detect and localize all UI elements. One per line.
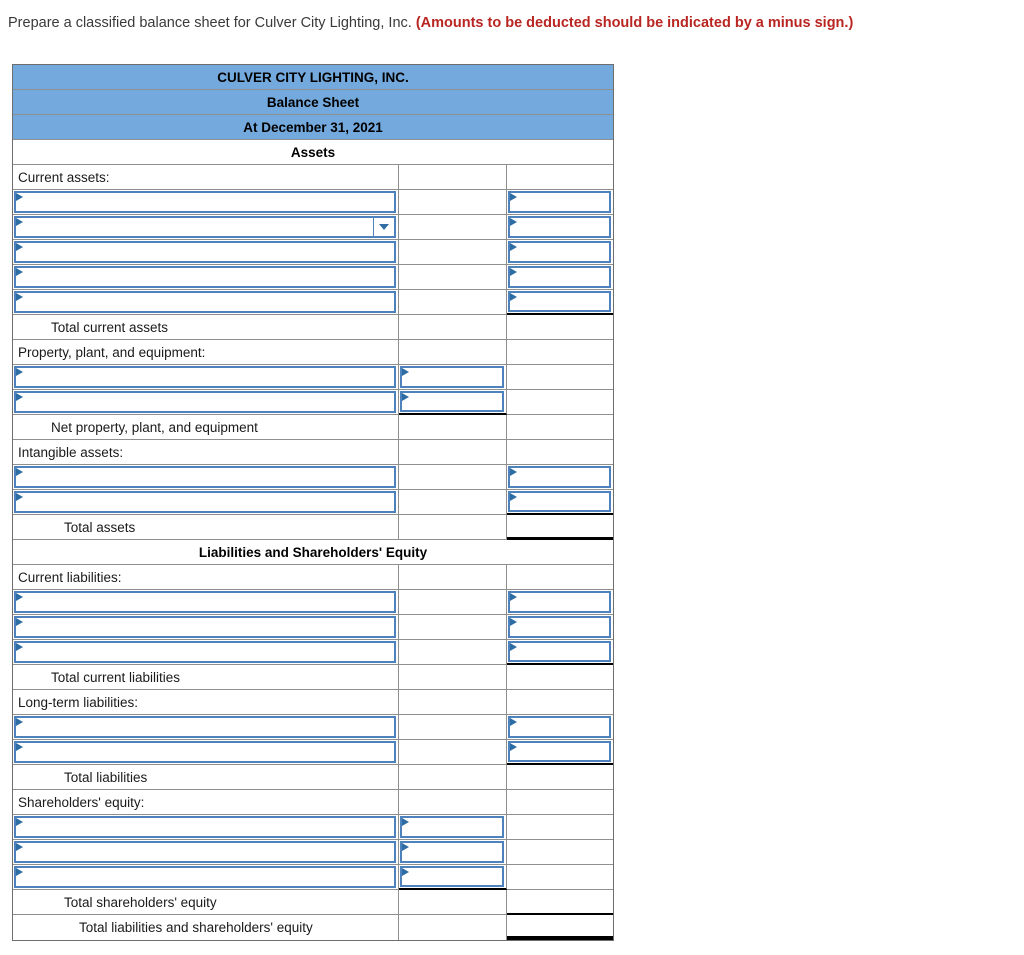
amount-cell — [507, 590, 613, 615]
account-input-box — [14, 241, 396, 263]
amount-cell-underlined — [507, 640, 613, 665]
input-marker-icon — [16, 718, 23, 726]
input-marker-icon — [16, 593, 23, 601]
account-input[interactable] — [16, 643, 394, 661]
amount-cell — [507, 240, 613, 265]
account-cell — [13, 590, 399, 615]
amount-cell — [399, 490, 507, 515]
statement-date: At December 31, 2021 — [13, 115, 613, 140]
amount-cell — [399, 315, 507, 340]
total-liabilities-and-equity-row — [13, 915, 613, 940]
amount-cell — [399, 265, 507, 290]
input-marker-icon — [16, 493, 23, 501]
input-marker-icon — [16, 218, 23, 226]
account-input-box — [14, 491, 396, 513]
total-shareholders-equity-row — [13, 890, 613, 915]
assets-header: Assets — [13, 140, 613, 165]
intangible-input-row — [13, 490, 613, 515]
amount-input[interactable] — [402, 393, 502, 410]
account-input-box — [14, 391, 396, 413]
amount-cell — [399, 765, 507, 790]
amount-cell — [399, 740, 507, 765]
shareholders-equity-label: Shareholders' equity: — [13, 790, 399, 815]
account-input[interactable] — [16, 368, 394, 386]
amount-cell-underlined — [507, 290, 613, 315]
amount-input-box — [508, 491, 611, 512]
input-marker-icon — [16, 618, 23, 626]
account-cell — [13, 815, 399, 840]
account-input-box — [14, 616, 396, 638]
input-marker-icon — [510, 468, 517, 476]
account-input[interactable] — [16, 593, 394, 611]
account-input-box — [14, 366, 396, 388]
amount-input[interactable] — [510, 193, 609, 211]
amount-cell — [507, 765, 613, 790]
amount-cell — [507, 840, 613, 865]
amount-input-box — [400, 391, 504, 412]
account-cell — [13, 615, 399, 640]
statement-title: Balance Sheet — [13, 90, 613, 115]
amount-cell — [399, 290, 507, 315]
equity-input-row — [13, 840, 613, 865]
account-input[interactable] — [16, 493, 394, 511]
instruction-warning: (Amounts to be deducted should be indicated by a minus sign.) — [415, 15, 854, 31]
input-marker-icon — [16, 818, 23, 826]
total-shareholders-equity-label: Total shareholders' equity — [13, 890, 399, 915]
amount-cell — [399, 790, 507, 815]
amount-input[interactable] — [510, 268, 609, 286]
amount-cell-underlined — [507, 490, 613, 515]
long-term-liabilities-label: Long-term liabilities: — [13, 690, 399, 715]
amount-cell — [399, 365, 507, 390]
amount-cell — [507, 390, 613, 415]
account-dropdown-box — [14, 216, 396, 238]
amount-input-box — [508, 466, 611, 488]
input-marker-icon — [510, 743, 517, 751]
amount-cell — [507, 265, 613, 290]
statement-title-row — [13, 90, 613, 115]
amount-cell — [399, 915, 507, 940]
amount-input-box — [508, 216, 611, 238]
amount-cell — [507, 365, 613, 390]
current-liabilities-label-row — [13, 565, 613, 590]
amount-cell — [399, 190, 507, 215]
amount-cell — [507, 815, 613, 840]
equity-input-row — [13, 865, 613, 890]
amount-cell — [507, 465, 613, 490]
equity-input-row — [13, 815, 613, 840]
amount-input-box — [508, 291, 611, 312]
input-marker-icon — [16, 393, 23, 401]
intangible-assets-label: Intangible assets: — [13, 440, 399, 465]
input-marker-icon — [16, 468, 23, 476]
current-asset-input-row — [13, 265, 613, 290]
amount-input-box — [508, 741, 611, 762]
amount-cell — [507, 790, 613, 815]
input-marker-icon — [402, 843, 409, 851]
account-cell — [13, 365, 399, 390]
input-marker-icon — [402, 393, 409, 401]
account-cell — [13, 240, 399, 265]
account-cell — [13, 640, 399, 665]
amount-cell — [507, 340, 613, 365]
input-marker-icon — [510, 493, 517, 501]
input-marker-icon — [402, 818, 409, 826]
input-marker-icon — [510, 718, 517, 726]
account-cell — [13, 465, 399, 490]
account-input[interactable] — [16, 818, 394, 836]
account-input[interactable] — [16, 868, 394, 886]
amount-input-box — [508, 641, 611, 662]
amount-input[interactable] — [510, 293, 609, 310]
amount-cell-underlined — [507, 740, 613, 765]
amount-cell — [399, 840, 507, 865]
account-input-box — [14, 716, 396, 738]
account-input-box — [14, 741, 396, 763]
total-current-liabilities-row — [13, 665, 613, 690]
current-asset-input-row — [13, 290, 613, 315]
account-cell — [13, 190, 399, 215]
ppe-input-row — [13, 365, 613, 390]
current-liability-input-row — [13, 590, 613, 615]
amount-input-box — [508, 241, 611, 263]
input-marker-icon — [16, 843, 23, 851]
long-term-liabilities-label-row — [13, 690, 613, 715]
total-assets-row — [13, 515, 613, 540]
account-input[interactable] — [16, 843, 394, 861]
current-asset-input-row — [13, 190, 613, 215]
account-input[interactable] — [16, 268, 394, 286]
account-input[interactable] — [16, 743, 394, 761]
liabilities-header-row — [13, 540, 613, 565]
amount-cell — [399, 215, 507, 240]
total-liabilities-label: Total liabilities — [13, 765, 399, 790]
amount-input-box — [400, 866, 504, 887]
amount-input[interactable] — [510, 468, 609, 486]
amount-input[interactable] — [510, 618, 609, 636]
account-input[interactable] — [16, 718, 394, 736]
account-input-box — [14, 266, 396, 288]
company-title: CULVER CITY LIGHTING, INC. — [13, 65, 613, 90]
intangible-assets-label-row — [13, 440, 613, 465]
input-marker-icon — [16, 243, 23, 251]
amount-cell — [399, 340, 507, 365]
amount-input[interactable] — [510, 493, 609, 510]
total-current-assets-label: Total current assets — [13, 315, 399, 340]
statement-date-row — [13, 115, 613, 140]
input-marker-icon — [510, 293, 517, 301]
amount-input-box — [400, 816, 504, 838]
amount-input[interactable] — [402, 843, 502, 861]
account-cell — [13, 740, 399, 765]
ppe-label: Property, plant, and equipment: — [13, 340, 399, 365]
amount-input-box — [508, 616, 611, 638]
amount-cell — [399, 440, 507, 465]
input-marker-icon — [16, 868, 23, 876]
total-current-assets-row — [13, 315, 613, 340]
amount-cell — [507, 190, 613, 215]
amount-cell — [399, 690, 507, 715]
account-cell — [13, 865, 399, 890]
net-ppe-row — [13, 415, 613, 440]
input-marker-icon — [402, 368, 409, 376]
amount-cell — [399, 665, 507, 690]
long-term-liability-input-row — [13, 715, 613, 740]
account-input[interactable] — [16, 243, 394, 261]
input-marker-icon — [402, 868, 409, 876]
account-input-box — [14, 291, 396, 313]
long-term-liability-input-row — [13, 740, 613, 765]
account-dropdown-input[interactable] — [16, 218, 394, 236]
account-input[interactable] — [16, 618, 394, 636]
input-marker-icon — [16, 368, 23, 376]
amount-input[interactable] — [402, 868, 502, 885]
instruction-main: Prepare a classified balance sheet for Culver City Lighting, Inc. — [8, 15, 412, 31]
amount-input-box — [508, 191, 611, 213]
amount-cell-underlined — [507, 890, 613, 915]
amount-input-box — [400, 841, 504, 863]
net-ppe-label: Net property, plant, and equipment — [13, 415, 399, 440]
ppe-label-row — [13, 340, 613, 365]
account-input[interactable] — [16, 468, 394, 486]
dropdown-arrow-icon — [379, 224, 389, 230]
amount-input[interactable] — [510, 218, 609, 236]
current-liability-input-row — [13, 615, 613, 640]
input-marker-icon — [16, 193, 23, 201]
amount-cell — [399, 465, 507, 490]
amount-cell — [507, 865, 613, 890]
account-cell — [13, 715, 399, 740]
account-input[interactable] — [16, 293, 394, 311]
current-assets-label: Current assets: — [13, 165, 399, 190]
input-marker-icon — [510, 243, 517, 251]
amount-cell — [399, 240, 507, 265]
total-liabilities-and-equity-label: Total liabilities and shareholders' equity — [13, 915, 399, 940]
amount-input-box — [400, 366, 504, 388]
input-marker-icon — [510, 193, 517, 201]
amount-cell — [507, 565, 613, 590]
amount-cell — [399, 590, 507, 615]
current-liabilities-label: Current liabilities: — [13, 565, 399, 590]
amount-cell — [507, 215, 613, 240]
dropdown-button[interactable] — [373, 218, 394, 236]
amount-cell — [507, 715, 613, 740]
amount-cell-underlined — [399, 865, 507, 890]
input-marker-icon — [510, 618, 517, 626]
amount-input[interactable] — [510, 243, 609, 261]
amount-cell — [507, 615, 613, 640]
amount-cell — [399, 415, 507, 440]
account-input-box — [14, 841, 396, 863]
amount-cell — [507, 165, 613, 190]
account-input-box — [14, 641, 396, 663]
current-asset-input-row — [13, 240, 613, 265]
shareholders-equity-label-row — [13, 790, 613, 815]
account-input[interactable] — [16, 193, 394, 211]
account-cell — [13, 215, 399, 240]
account-cell — [13, 840, 399, 865]
assets-header-row — [13, 140, 613, 165]
instruction-text — [8, 15, 1024, 32]
ppe-input-row — [13, 390, 613, 415]
amount-input-box — [508, 266, 611, 288]
input-marker-icon — [510, 643, 517, 651]
grand-total-amount-cell — [507, 915, 613, 940]
amount-cell — [399, 715, 507, 740]
account-cell — [13, 490, 399, 515]
amount-cell-underlined — [399, 390, 507, 415]
input-marker-icon — [510, 268, 517, 276]
liabilities-header: Liabilities and Shareholders' Equity — [13, 540, 613, 565]
amount-input[interactable] — [402, 818, 502, 836]
account-input-box — [14, 191, 396, 213]
amount-input[interactable] — [510, 743, 609, 760]
account-cell — [13, 265, 399, 290]
amount-cell — [399, 640, 507, 665]
company-title-row — [13, 65, 613, 90]
account-input[interactable] — [16, 393, 394, 411]
amount-cell — [507, 665, 613, 690]
amount-cell — [399, 615, 507, 640]
amount-input[interactable] — [510, 643, 609, 660]
amount-cell — [507, 415, 613, 440]
input-marker-icon — [510, 218, 517, 226]
current-liability-input-row — [13, 640, 613, 665]
amount-input[interactable] — [510, 718, 609, 736]
input-marker-icon — [510, 593, 517, 601]
balance-sheet-table — [12, 64, 614, 941]
input-marker-icon — [16, 268, 23, 276]
amount-cell — [399, 565, 507, 590]
amount-input[interactable] — [510, 593, 609, 611]
amount-cell — [507, 315, 613, 340]
account-cell — [13, 290, 399, 315]
input-marker-icon — [16, 293, 23, 301]
account-input-box — [14, 866, 396, 888]
total-assets-amount-cell — [507, 515, 613, 540]
total-assets-label: Total assets — [13, 515, 399, 540]
account-input-box — [14, 466, 396, 488]
account-input-box — [14, 816, 396, 838]
intangible-input-row — [13, 465, 613, 490]
amount-input-box — [508, 716, 611, 738]
amount-input[interactable] — [402, 368, 502, 386]
current-assets-label-row — [13, 165, 613, 190]
account-cell — [13, 390, 399, 415]
amount-cell — [399, 165, 507, 190]
amount-input-box — [508, 591, 611, 613]
total-current-liabilities-label: Total current liabilities — [13, 665, 399, 690]
total-liabilities-row — [13, 765, 613, 790]
account-input-box — [14, 591, 396, 613]
amount-cell — [399, 515, 507, 540]
amount-cell — [399, 815, 507, 840]
current-asset-dropdown-row — [13, 215, 613, 240]
amount-cell — [507, 440, 613, 465]
input-marker-icon — [16, 643, 23, 651]
amount-cell — [399, 890, 507, 915]
amount-cell — [507, 690, 613, 715]
input-marker-icon — [16, 743, 23, 751]
